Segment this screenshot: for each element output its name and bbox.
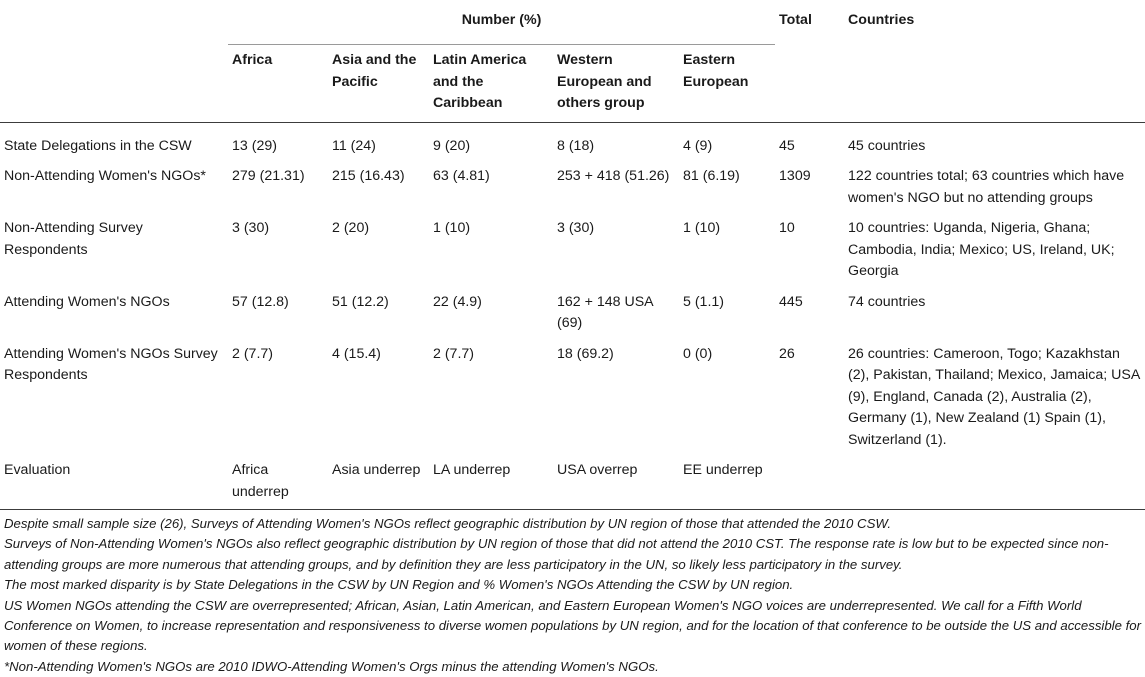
cell-total: 445 [779, 293, 803, 310]
cell-africa: Africa underrep [232, 462, 289, 500]
header-region-latin-america: Latin America and the Caribbean [433, 52, 527, 111]
footnote: Surveys of Non-Attending Women's NGOs also reflect geographic distribution by UN region of those that did not attend the 2010 CST. The response rate is low but to be expected since non-attending groups are more numerous that attending groups, and by definition they are less participatory in the UN, so likely less participatory in the survey. [4, 536, 1109, 572]
cell-total: 26 [779, 345, 795, 362]
cell-eastern-european: 5 (1.1) [683, 293, 725, 310]
header-blank-2 [0, 45, 228, 123]
header-blank [0, 0, 228, 45]
header-row-group [0, 0, 1145, 45]
header-region-asia-pacific: Asia and the Pacific [332, 52, 417, 90]
cell-asia-pacific: 215 (16.43) [332, 168, 405, 184]
footnote: US Women NGOs attending the CSW are overrepresented; African, Asian, Latin American, and Eastern European Women's NGO voices are underrepresented. We call for a Fifth World Conference on Women, to increase representation and responsiveness to diverse women populations by UN region, and for the location of that conference to be outside the US and accessible for women of these regions. [4, 597, 1141, 654]
row-label: State Delegations in the CSW [4, 137, 192, 154]
cell-africa: 2 (7.7) [232, 345, 274, 362]
cell-latin-america: 22 (4.9) [433, 293, 482, 310]
cell-western-european: 253 + 418 (51.26) [557, 168, 670, 184]
cell-latin-america: 1 (10) [433, 220, 471, 236]
footnote: *Non-Attending Women's NGOs are 2010 IDWO-Attending Women's Orgs minus the attending Women's NGOs. [4, 658, 659, 674]
cell-countries [844, 455, 1145, 513]
cell-asia-pacific: 4 (15.4) [332, 345, 381, 362]
cell-africa: 3 (30) [232, 220, 270, 236]
header-total: Total [779, 12, 812, 28]
table-row [0, 213, 1145, 287]
cell-countries: 26 countries: Cameroon, Togo; Kazakhstan (2), Pakistan, Thailand; Mexico, Jamaica; USA (9), England, Canada (2), Australia (2), Germany (1), New Zealand (1) Spain (1), Switzerland (1). [848, 345, 1140, 448]
footnote: Despite small sample size (26), Surveys of Attending Women's NGOs reflect geographic distribution by UN region of those that attended the 2010 CSW. [4, 516, 891, 531]
row-label: Non-Attending Survey Respondents [4, 220, 143, 258]
cell-eastern-european: 4 (9) [683, 137, 713, 154]
cell-western-european: 18 (69.2) [557, 345, 614, 362]
cell-latin-america: 9 (20) [433, 137, 471, 154]
header-region-western-european: Western European and others group [557, 52, 652, 111]
row-label: Non-Attending Women's NGOs* [4, 168, 206, 184]
cell-countries: 122 countries total; 63 countries which have women's NGO but no attending groups [848, 168, 1125, 206]
row-label: Attending Women's NGOs [4, 293, 170, 310]
cell-africa: 13 (29) [232, 137, 277, 154]
cell-eastern-european: EE underrep [683, 462, 763, 478]
cell-asia-pacific: 2 (20) [332, 220, 370, 236]
cell-latin-america: 2 (7.7) [433, 345, 475, 362]
cell-latin-america: LA underrep [433, 462, 511, 478]
cell-western-european: 162 + 148 USA (69) [557, 293, 653, 331]
cell-countries: 10 countries: Uganda, Nigeria, Ghana; Cambodia, India; Mexico; US, Ireland, UK; Georgia [848, 220, 1115, 279]
header-region-africa: Africa [232, 52, 273, 68]
cell-total: 10 [779, 220, 795, 236]
cell-total: 1309 [779, 168, 811, 184]
cell-western-european: 3 (30) [557, 220, 595, 236]
table-footnotes [0, 509, 1145, 677]
cell-total: 45 [779, 137, 795, 154]
cell-western-european: 8 (18) [557, 137, 595, 154]
table-row [0, 122, 1145, 161]
cell-asia-pacific: 11 (24) [332, 137, 376, 154]
row-label: Evaluation [4, 462, 71, 478]
cell-eastern-european: 81 (6.19) [683, 168, 740, 184]
row-label: Attending Women's NGOs Survey Respondents [4, 345, 218, 383]
cell-western-european: USA overrep [557, 462, 638, 478]
cell-africa: 57 (12.8) [232, 293, 289, 310]
cell-countries: 74 countries [848, 293, 926, 310]
cell-eastern-european: 1 (10) [683, 220, 721, 236]
table-row [0, 287, 1145, 339]
header-group-number-percent: Number (%) [228, 0, 775, 45]
footnote: The most marked disparity is by State Delegations in the CSW by UN Region and % Women's NGOs Attending the CSW by UN region. [4, 577, 794, 593]
cell-asia-pacific: Asia underrep [332, 462, 421, 478]
header-region-eastern-european: Eastern European [683, 52, 749, 90]
cell-total [775, 455, 844, 513]
header-countries: Countries [848, 12, 915, 28]
cell-latin-america: 63 (4.81) [433, 168, 490, 184]
cell-asia-pacific: 51 (12.2) [332, 293, 389, 310]
cell-eastern-european: 0 (0) [683, 345, 713, 362]
table-row [0, 455, 1145, 513]
table-row [0, 339, 1145, 456]
table-row [0, 161, 1145, 213]
cell-africa: 279 (21.31) [232, 168, 305, 184]
cell-countries: 45 countries [848, 137, 926, 154]
